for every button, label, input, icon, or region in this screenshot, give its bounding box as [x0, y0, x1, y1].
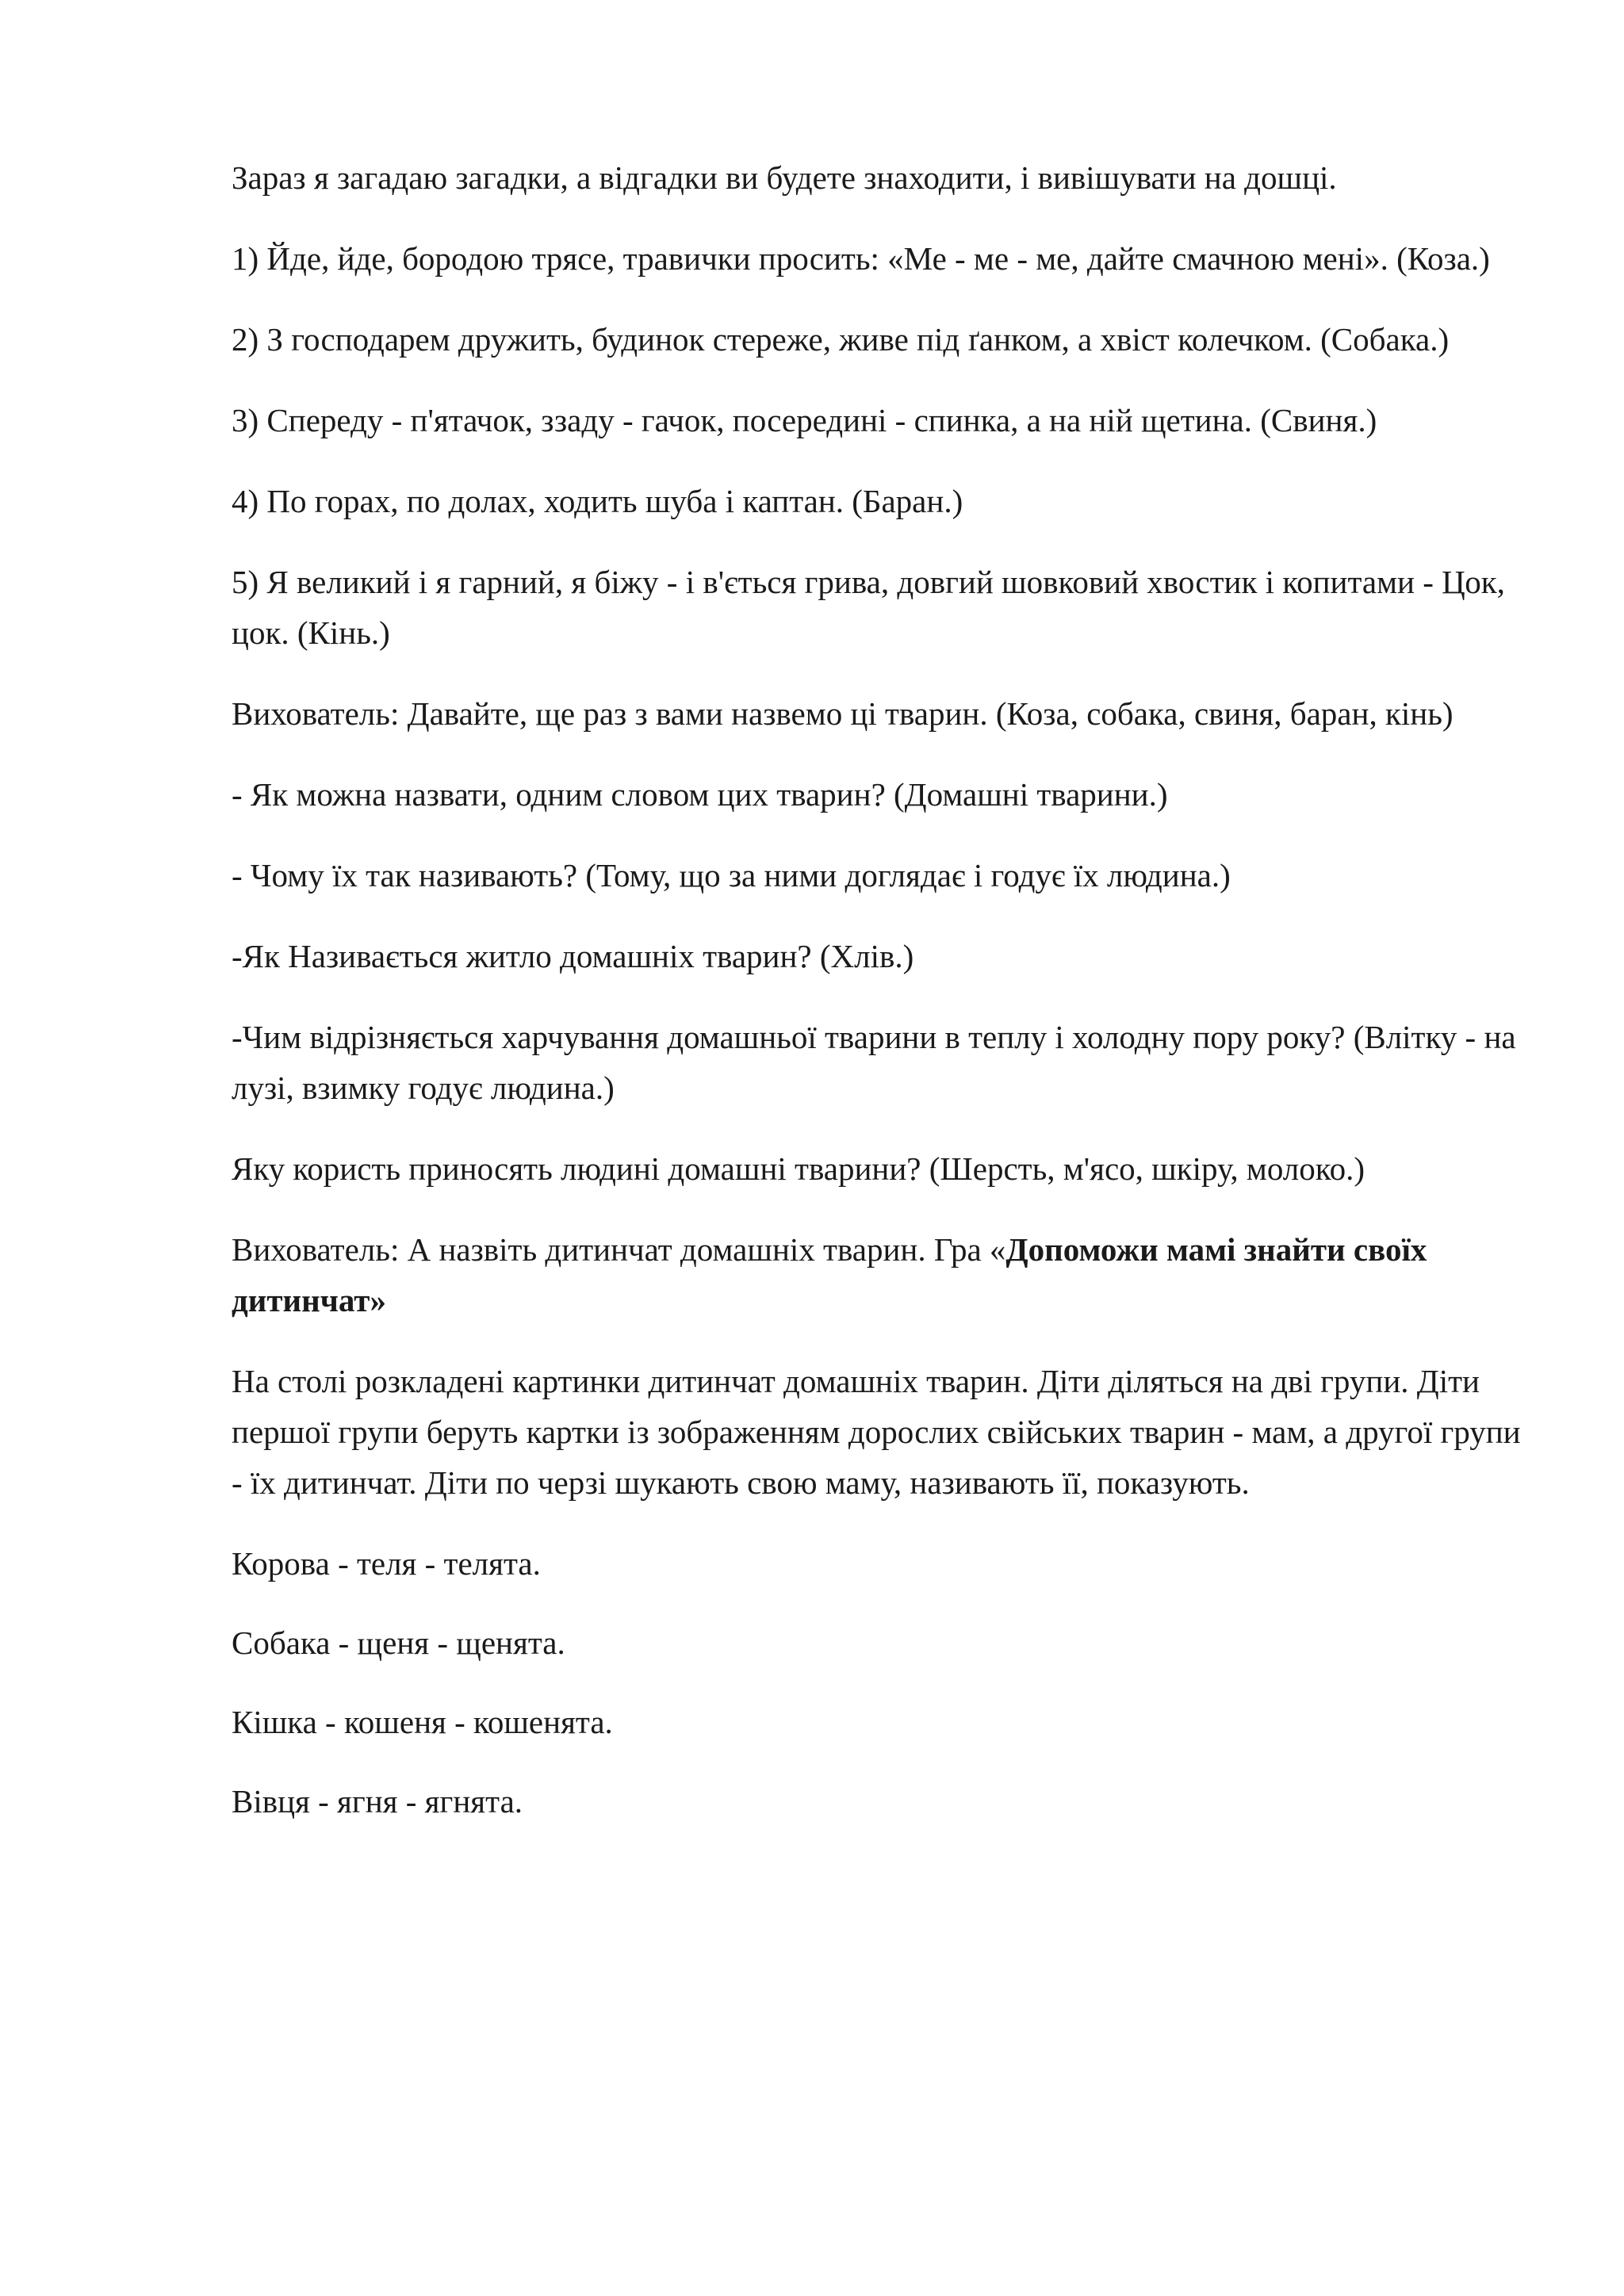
pair-cow: Корова - теля - телята. — [232, 1545, 541, 1582]
riddle-5: 5) Я великий і я гарний, я біжу - і в'ється грива, довгий шовковий хвостик і копитами - Цок, цок. (Кінь.) — [232, 564, 1505, 651]
question-3: -Як Називається житло домашніх тварин? (Хлів.) — [232, 938, 914, 974]
game-description: На столі розкладені картинки дитинчат домашніх тварин. Діти діляться на дві групи. Діти першої групи беруть картки із зображенням дорослих свійських тварин - мам, а другої групи - їх дитинчат. Діти по черзі шукають свою маму, називають її, показують. — [232, 1363, 1521, 1501]
pair-sheep: Вівця - ягня - ягнята. — [232, 1783, 523, 1820]
pair-dog: Собака - щеня - щенята. — [232, 1624, 565, 1661]
game-intro — [232, 1224, 1524, 1326]
teacher-recap: Вихователь: Давайте, ще раз з вами назвемо ці тварин. (Коза, собака, свиня, баран, кінь) — [232, 695, 1454, 732]
riddle-1: 1) Йде, йде, бородою трясе, травички просить: «Ме - ме - ме, дайте смачною мені». (Коза.) — [232, 240, 1490, 277]
question-1: - Як можна назвати, одним словом цих тварин? (Домашні тварини.) — [232, 776, 1168, 813]
question-2: - Чому їх так називають? (Тому, що за ними доглядає і годує їх людина.) — [232, 857, 1231, 894]
riddle-3: 3) Спереду - п'ятачок, ззаду - гачок, посередині - спинка, а на ній щетина. (Свиня.) — [232, 402, 1377, 438]
intro-paragraph: Зараз я загадаю загадки, а відгадки ви будете знаходити, і вивішувати на дошці. — [232, 159, 1337, 196]
riddle-2: 2) З господарем дружить, будинок стереже, живе під ґанком, а хвіст колечком. (Собака.) — [232, 321, 1450, 358]
game-title: Допоможи мамі знайти своїх дитинчат» — [232, 1231, 1427, 1318]
riddle-4: 4) По горах, по долах, ходить шуба і каптан. (Баран.) — [232, 483, 963, 519]
pair-cat: Кішка - кошеня - кошенята. — [232, 1704, 613, 1740]
document-page — [232, 152, 1524, 1855]
game-intro-text: Вихователь: А назвіть дитинчат домашніх тварин. Гра « — [232, 1231, 1006, 1268]
question-4: -Чим відрізняється харчування домашньої тварини в теплу і холодну пору року? (Влітку - на лузі, взимку годує людина.) — [232, 1019, 1516, 1106]
question-5: Яку користь приносять людині домашні тварини? (Шерсть, м'ясо, шкіру, молоко.) — [232, 1150, 1365, 1187]
